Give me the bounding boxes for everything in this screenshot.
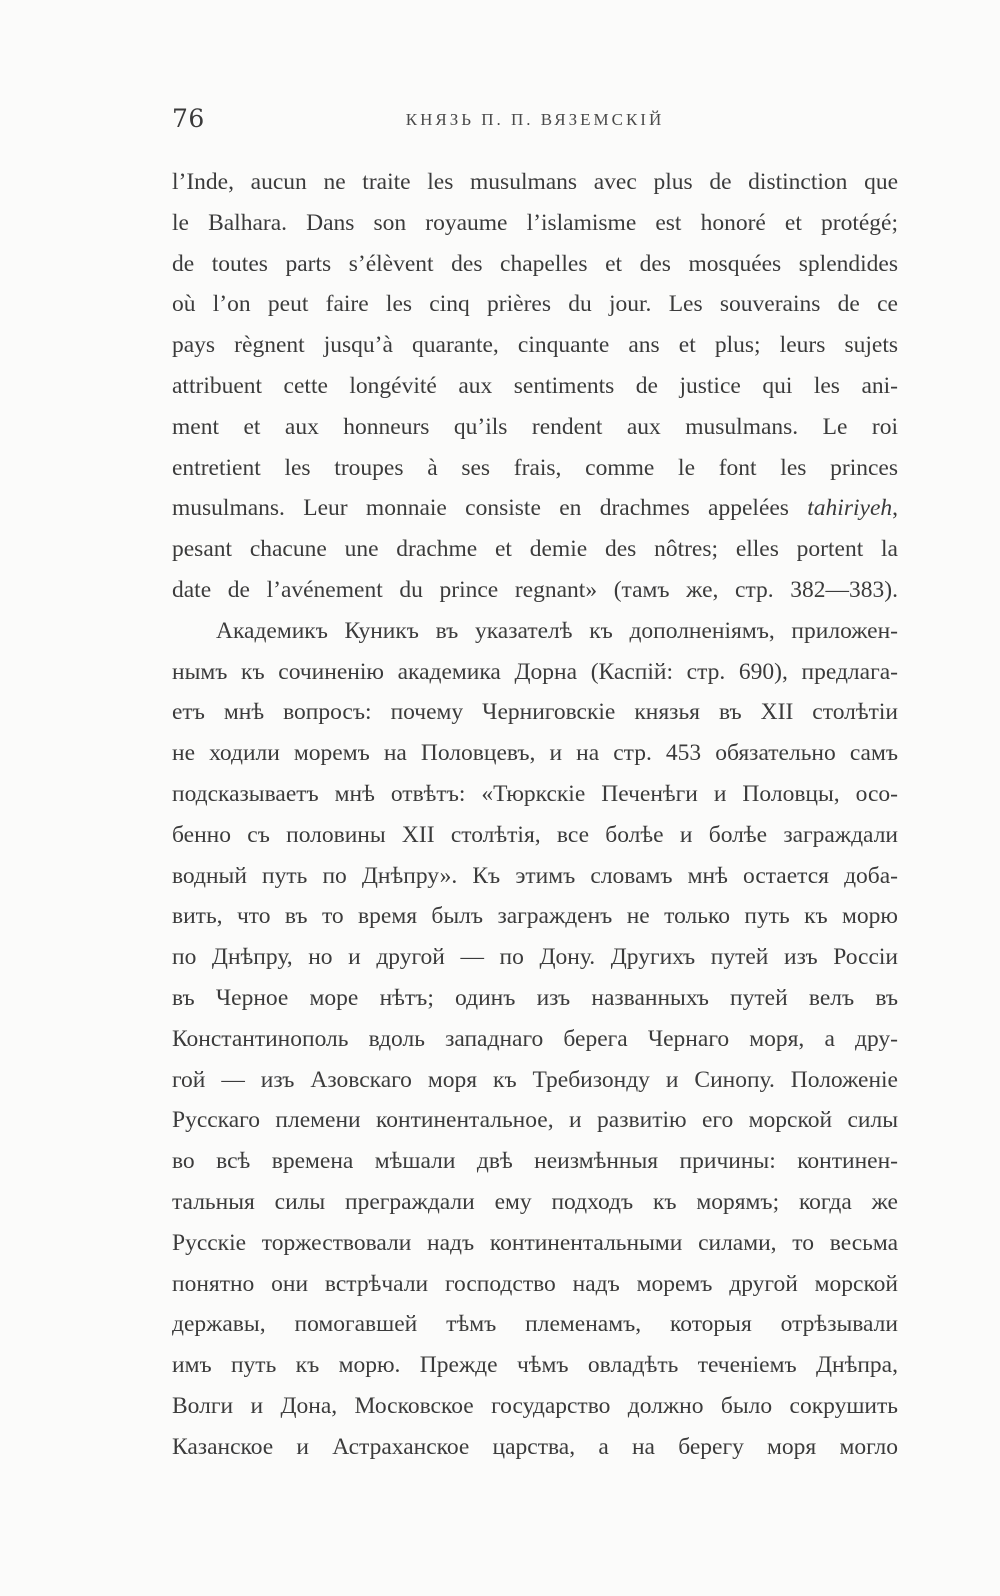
text-line: où l’on peut faire les cinq prières du jour. Les souverains de ce <box>172 291 898 318</box>
text-line: ment et aux honneurs qu’ils rendent aux musulmans. Le roi <box>172 413 898 440</box>
text-line: pesant chacune une drachme et demie des nôtres; elles portent la <box>172 536 898 563</box>
text-line: во всѣ времена мѣшали двѣ неизмѣнныя причины: континен- <box>172 1148 898 1175</box>
text-line: въ Черное море нѣтъ; одинъ изъ названныхъ путей велъ въ <box>172 984 898 1011</box>
text-line: Казанское и Астраханское царства, а на берегу моря могло <box>172 1433 898 1460</box>
text-line: Волги и Дона, Московское государство должно было сокрушить <box>172 1392 898 1419</box>
text-line: державы, помогавшей тѣмъ племенамъ, которыя отрѣзывали <box>172 1311 898 1338</box>
text-line: de toutes parts s’élèvent des chapelles et des mosquées splendides <box>172 250 898 277</box>
text-line: attribuent cette longévité aux sentiments de justice qui les ani- <box>172 372 898 399</box>
text-line: Константинополь вдоль западнаго берега Чернаго моря, а дру- <box>172 1025 898 1052</box>
text-line: Русскіе торжествовали надъ континентальными силами, то весьма <box>172 1229 898 1256</box>
text-line: гой — изъ Азовскаго моря къ Требизонду и Синопу. Положеніе <box>172 1066 898 1093</box>
text-line: бенно съ половины XII столѣтія, все болѣе и болѣе заграждали <box>172 821 898 848</box>
body-text <box>172 162 898 1468</box>
text-line: етъ мнѣ вопросъ: почему Черниговскіе князья въ XII столѣтіи <box>172 699 898 726</box>
text-line: Академикъ Куникъ въ указателѣ къ дополненіямъ, приложен- <box>216 617 898 644</box>
text-line: вить, что въ то время былъ загражденъ не только путь къ морю <box>172 903 898 930</box>
text-line: по Днѣпру, но и другой — по Дону. Другихъ путей изъ Россіи <box>172 944 898 971</box>
text-line: нымъ къ сочиненію академика Дорна (Каспій: стр. 690), предлага- <box>172 658 898 685</box>
text-line: date de l’avénement du prince regnant» (тамъ же, стр. 382—383). <box>172 576 898 603</box>
text-line: l’Inde, aucun ne traite les musulmans avec plus de distinction que <box>172 169 898 195</box>
text-line: понятно они встрѣчали господство надъ моремъ другой морской <box>172 1270 898 1297</box>
text-line: pays règnent jusqu’à quarante, cinquante ans et plus; leurs sujets <box>172 332 898 359</box>
page-number: 76 <box>172 104 205 133</box>
page-header <box>172 104 898 136</box>
text-line: имъ путь къ морю. Прежде чѣмъ овладѣть теченіемъ Днѣпра, <box>172 1352 898 1379</box>
running-head: КНЯЗЬ П. П. ВЯЗЕМСКІЙ <box>405 110 665 129</box>
text-line: не ходили моремъ на Половцевъ, и на стр. 453 обязательно самъ <box>172 740 898 767</box>
text-line: тальныя силы преграждали ему подходъ къ морямъ; когда же <box>172 1188 898 1215</box>
text-line: подсказываетъ мнѣ отвѣтъ: «Тюркскіе Печенѣги и Половцы, осо- <box>172 780 898 807</box>
text-line: Русскаго племени континентальное, и развитію его морской силы <box>172 1107 898 1134</box>
text-line: musulmans. Leur monnaie consiste en drachmes appelées tahiriyeh, <box>172 495 898 522</box>
text-line: le Balhara. Dans son royaume l’islamisme est honoré et protégé; <box>172 209 898 236</box>
text-line: entretient les troupes à ses frais, comme le font les princes <box>172 454 898 481</box>
text-line: водный путь по Днѣпру». Къ этимъ словамъ мнѣ остается доба- <box>172 862 898 889</box>
